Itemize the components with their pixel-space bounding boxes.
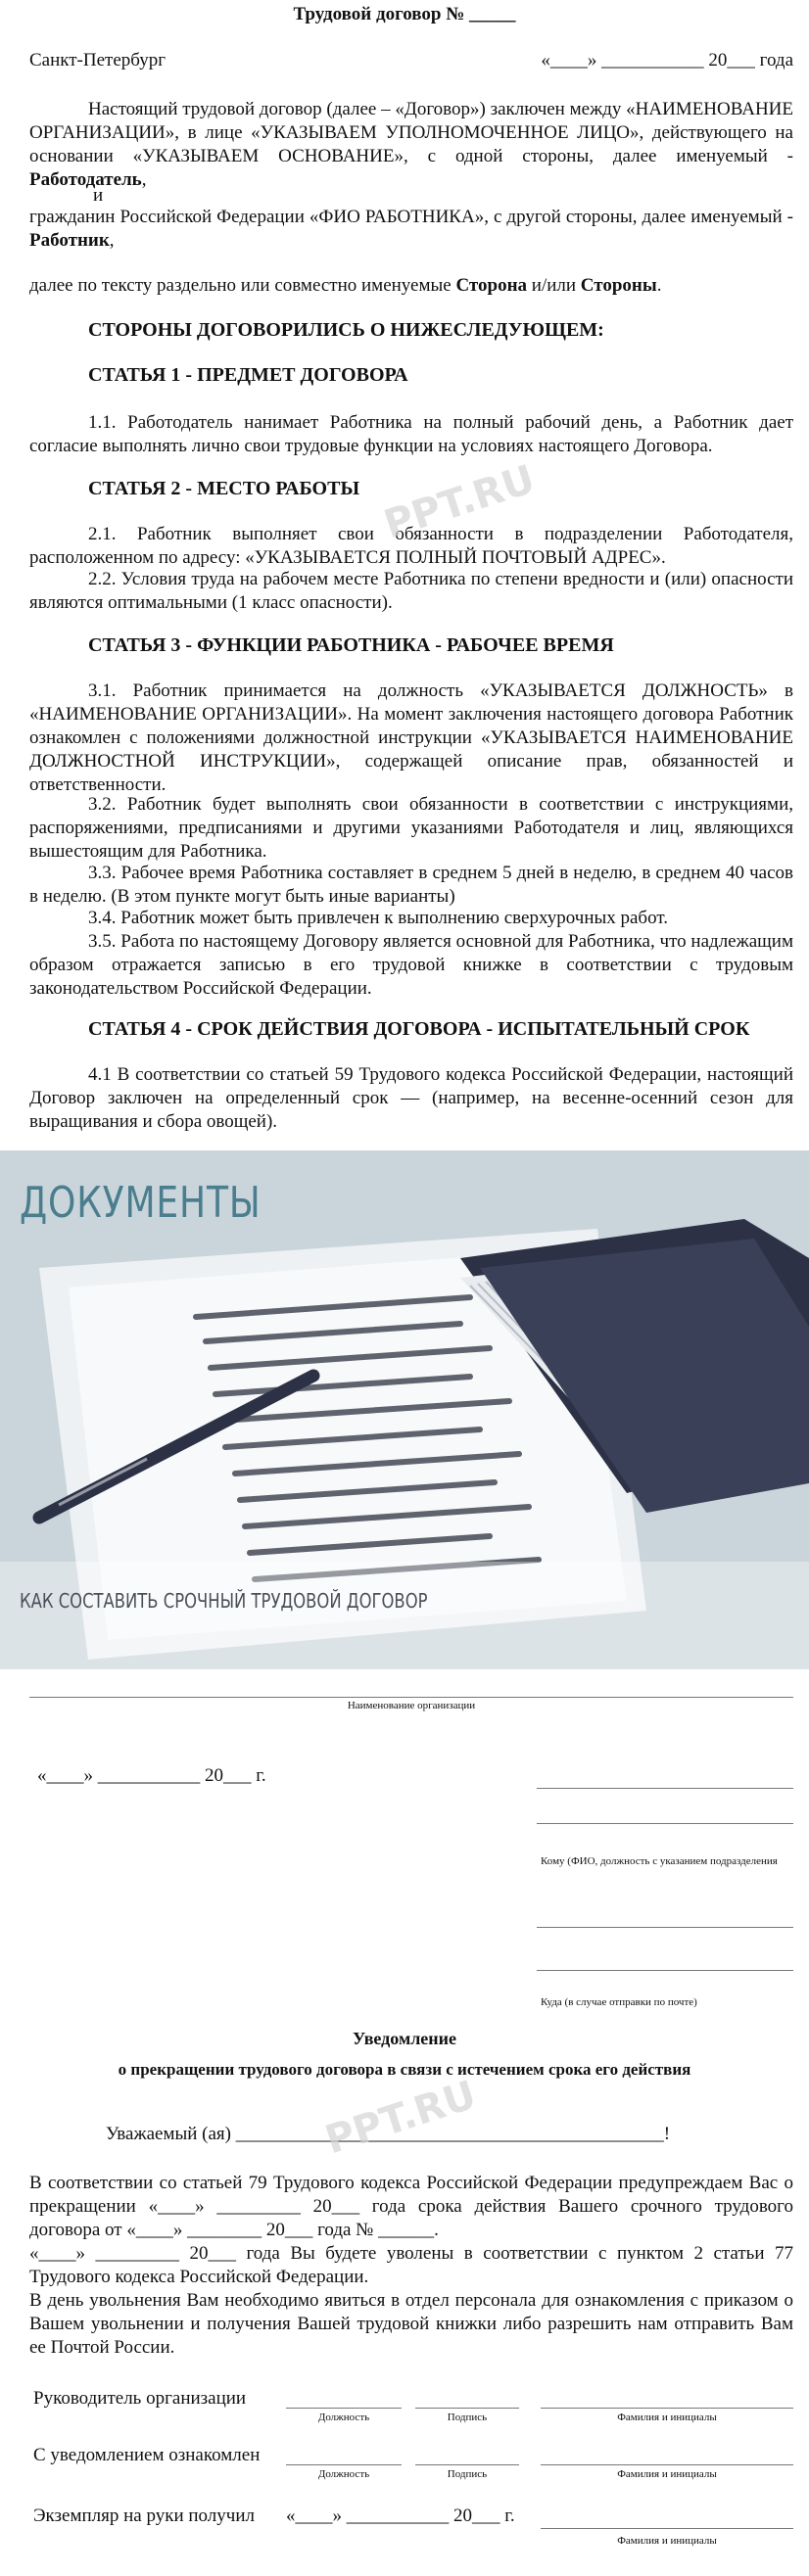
clause-4-1: 4.1 В соответствии со статьей 59 Трудового кодекса Российской Федерации, настоящий Договор заключен на определенный срок — (например, на весенне-осенний сезон для выращивания и сбора овощей). xyxy=(29,1064,793,1132)
notice-body-2: «____» _________ 20___ года Вы будете уволены в соответствии с пунктом 2 статьи 77 Трудового кодекса Российской Федерации. xyxy=(29,2243,793,2287)
position-caption: Должность xyxy=(317,2468,370,2480)
clause-3-3: 3.3. Рабочее время Работника составляет в среднем 5 дней в неделю, в среднем 40 часов в неделю. (В этом пункте могут быть иные варианты) xyxy=(29,863,793,907)
contract-and: и xyxy=(93,185,104,206)
name-caption: Фамилия и инициалы xyxy=(617,2535,717,2547)
employer-term: Работодатель xyxy=(29,169,142,190)
contract-title: Трудовой договор № _____ xyxy=(293,4,516,24)
org-label: Наименование организации xyxy=(347,1700,476,1711)
position-caption: Должность xyxy=(317,2412,370,2423)
agreed-heading: СТОРОНЫ ДОГОВОРИЛИСЬ О НИЖЕСЛЕДУЮЩЕМ: xyxy=(88,319,604,341)
head-label: Руководитель организации xyxy=(33,2388,247,2409)
notice-body-1: В соответствии со статьей 79 Трудового кодекса Российской Федерации предупреждаем Вас о прекращении «____» _________ 20___ года срока действия Вашего срочного трудового договора от «____» ________ 20___ года № ______. xyxy=(29,2173,793,2240)
to-label: Кому (ФИО, должность с указанием подразделения xyxy=(541,1855,778,1867)
contract-intro-1: Настоящий трудовой договор (далее – «Договор») заключен между «НАИМЕНОВАНИЕ ОРГАНИЗАЦИИ», в лице «УКАЗЫВАЕМ УПОЛНОМОЧЕННОЕ ЛИЦО», действующего на основании «УКАЗЫВАЕМ ОСНОВАНИЕ», с одной стороны, далее именуемый - Работодатель, xyxy=(29,99,793,190)
article-4-heading: СТАТЬЯ 4 - СРОК ДЕЙСТВИЯ ДОГОВОРА - ИСПЫТАТЕЛЬНЫЙ СРОК xyxy=(88,1018,750,1040)
copy-date: «____» ___________ 20___ г. xyxy=(286,2506,515,2526)
clause-3-5: 3.5. Работа по настоящему Договору является основной для Работника, что надлежащим образом отражается записью в его трудовой книжке в соответствии с трудовым законодательством Российской Федерации. xyxy=(29,931,793,999)
contract-intro-3: далее по тексту раздельно или совместно именуемые Сторона и/или Стороны. xyxy=(29,275,662,296)
banner-heading: ДОКУМЕНТЫ xyxy=(20,1178,262,1228)
article-3-heading: СТАТЬЯ 3 - ФУНКЦИИ РАБОТНИКА - РАБОЧЕЕ ВРЕМЯ xyxy=(88,634,614,656)
article-2-heading: СТАТЬЯ 2 - МЕСТО РАБОТЫ xyxy=(88,478,360,499)
copy-label: Экземпляр на руки получил xyxy=(33,2506,255,2526)
notice-date: «____» ___________ 20___ г. xyxy=(37,1765,266,1786)
documents-banner xyxy=(0,1150,809,1669)
signature-caption: Подпись xyxy=(447,2412,488,2423)
name-caption: Фамилия и инициалы xyxy=(617,2468,717,2480)
where-label: Куда (в случае отправки по почте) xyxy=(541,1996,697,2008)
clause-3-1: 3.1. Работник принимается на должность «УКАЗЫВАЕТСЯ ДОЛЖНОСТЬ» в «НАИМЕНОВАНИЕ ОРГАНИЗАЦИИ». На момент заключения настоящего договора Работник ознакомлен с положениями должностной инструкции «УКАЗЫВАЕТСЯ НАИМЕНОВАНИЕ ДОЛЖНОСТНОЙ ИНСТРУКЦИИ», содержащей описание прав, обязанностей и ответственности. xyxy=(29,680,793,795)
clause-3-2: 3.2. Работник будет выполнять свои обязанности в соответствии с инструкциями, распоряжениями, предписаниями и другими указаниями Работодателя и лиц, являющихся вышестоящим для Работника. xyxy=(29,794,793,862)
clause-2-2: 2.2. Условия труда на рабочем месте Работника по степени вредности и (или) опасности являются оптимальными (1 класс опасности). xyxy=(29,569,793,613)
watermark: PPT.RU xyxy=(378,456,541,548)
signature-caption: Подпись xyxy=(447,2468,488,2480)
article-1-heading: СТАТЬЯ 1 - ПРЕДМЕТ ДОГОВОРА xyxy=(88,364,408,386)
contract-date: «____» ___________ 20___ года xyxy=(541,50,793,70)
watermark-2: PPT.RU xyxy=(319,2072,482,2164)
name-caption: Фамилия и инициалы xyxy=(617,2412,717,2423)
employee-term: Работник xyxy=(29,230,110,251)
notice-greeting: Уважаемый (ая) ______________________________________________! xyxy=(106,2124,671,2144)
notice-subtitle: о прекращении трудового договора в связи с истечением срока его действия xyxy=(118,2060,691,2079)
clause-1-1: 1.1. Работодатель нанимает Работника на полный рабочий день, а Работник дает согласие выполнять лично свои трудовые функции на условиях настоящего Договора. xyxy=(29,412,793,456)
notice-body-3: В день увольнения Вам необходимо явиться в отдел персонала для ознакомления с приказом о Вашем увольнении и получения Вашей трудовой книжки либо разрешить нам отправить Вам ее Почтой России. xyxy=(29,2290,793,2358)
clause-3-4: 3.4. Работник может быть привлечен к выполнению сверхурочных работ. xyxy=(88,908,668,928)
ack-label: С уведомлением ознакомлен xyxy=(33,2445,261,2465)
contract-intro-2: гражданин Российской Федерации «ФИО РАБОТНИКА», с другой стороны, далее именуемый - Работник, xyxy=(29,207,793,251)
contract-city: Санкт-Петербург xyxy=(29,50,167,70)
clause-2-1: 2.1. Работник выполняет свои обязанности в подразделении Работодателя, расположенном по адресу: «УКАЗЫВАЕТСЯ ПОЛНЫЙ ПОЧТОВЫЙ АДРЕС». xyxy=(29,524,793,568)
banner-caption: КАК СОСТАВИТЬ СРОЧНЫЙ ТРУДОВОЙ ДОГОВОР xyxy=(20,1589,428,1613)
notice-title: Уведомление xyxy=(352,2029,457,2048)
